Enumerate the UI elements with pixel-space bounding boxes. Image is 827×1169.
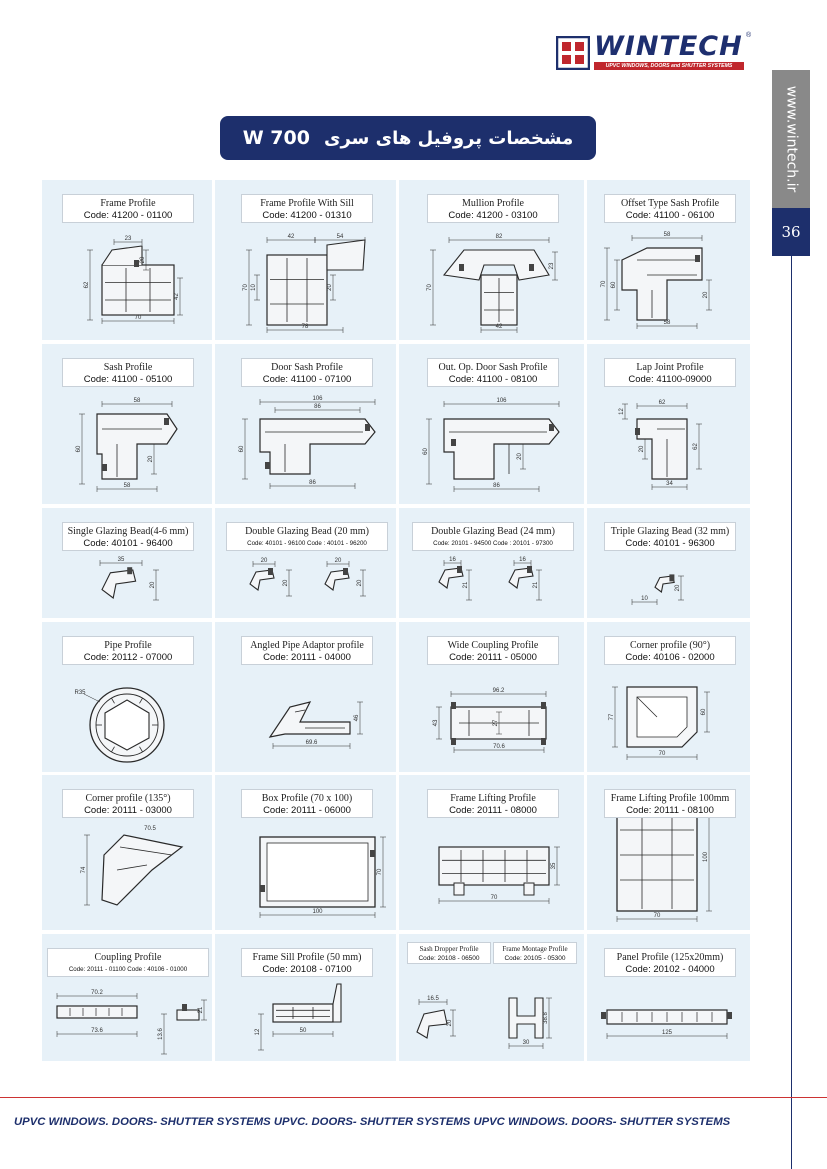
brand-name: WINTECH	[594, 31, 743, 62]
profile-body	[102, 265, 174, 315]
profile-cell	[587, 508, 750, 618]
profile-cell	[399, 775, 584, 930]
dimension-label: 106	[496, 398, 507, 404]
profiles-grid	[42, 180, 750, 1061]
profile-label	[427, 194, 559, 223]
dimension-label: 20	[140, 256, 146, 264]
dimension-label: 46	[354, 714, 360, 722]
profile-code: Code: 40101 - 96100 Code : 40101 - 96200	[247, 540, 367, 547]
gasket-mark	[260, 885, 265, 892]
dimension-label: 58	[663, 320, 671, 326]
profile-name: Frame Sill Profile (50 mm)	[252, 952, 362, 963]
gasket-mark	[541, 738, 546, 745]
dimension-label: 27	[493, 719, 499, 727]
profile-name: Frame Profile	[100, 198, 156, 209]
profile-code: Code: 20111 - 06000	[263, 805, 351, 816]
side-divider	[791, 256, 792, 1169]
dimension-label: 70	[243, 284, 249, 291]
dimension-label: 16	[519, 557, 526, 563]
dimension-label: 20	[148, 455, 154, 463]
profile-label	[427, 636, 559, 665]
profile-label	[62, 789, 194, 818]
profile-cell	[42, 180, 212, 340]
dimension-label: 69.6	[305, 740, 318, 746]
profile-name: Corner profile (135°)	[85, 793, 171, 804]
dimension-label: 70	[490, 895, 498, 901]
dimension-label: 21	[463, 581, 469, 589]
dimension-label: 21	[198, 1006, 204, 1014]
dimension-label: 16.5	[427, 996, 439, 1002]
dimension-label: 106	[312, 396, 323, 402]
profile-code: Code: 20111 - 08000	[449, 805, 537, 816]
profile-cell	[215, 622, 396, 772]
gasket-mark	[635, 428, 640, 435]
dimension-label: 58	[663, 232, 671, 238]
profile-code: Code: 20111 - 08100	[626, 805, 714, 816]
profile-label	[241, 194, 373, 223]
profile-label	[241, 636, 373, 665]
dimension-label: 20	[357, 579, 363, 587]
dimension-label: 70	[427, 284, 433, 291]
profile-label	[427, 789, 559, 818]
profile-name: Double Glazing Bead (20 mm)	[245, 526, 369, 537]
profile-cell	[399, 622, 584, 772]
logo-mark-icon	[556, 36, 590, 70]
profile-label	[241, 358, 373, 387]
profile-code: Code: 20111 - 04000	[263, 652, 351, 663]
dimension-label: 58	[123, 483, 131, 489]
profile-code: Code: 20108 - 07100	[262, 964, 352, 975]
dimension-label: 96.2	[492, 688, 505, 694]
profile-name: Pipe Profile	[104, 640, 152, 651]
dimension-label: 73.6	[91, 1028, 103, 1034]
gasket-mark	[727, 1012, 732, 1019]
profile-name: Single Glazing Bead(4-6 mm)	[67, 526, 189, 537]
dimension-label: 100	[312, 909, 323, 915]
dimension-label: 100	[703, 851, 709, 863]
dimension-label: 60	[239, 445, 245, 453]
page-number: 36	[772, 208, 810, 256]
profile-name: Frame Profile With Sill	[260, 198, 354, 209]
dimension-label: 20	[327, 284, 333, 291]
dimension-label: 82	[495, 234, 503, 240]
profile-cell	[215, 180, 396, 340]
gasket-mark	[459, 264, 464, 271]
dimension-label: 74	[81, 866, 87, 874]
dimension-label: 35	[551, 862, 557, 870]
profile-cell	[399, 508, 584, 618]
dimension-label: 42	[495, 324, 503, 330]
profile-name: Sash Profile	[103, 362, 153, 373]
profile-name: Frame Lifting Profile 100mm	[610, 793, 730, 804]
dimension-label: 12	[255, 1028, 261, 1036]
dimension-label: 60	[701, 708, 707, 716]
dimension-label: 86	[309, 480, 316, 486]
registered-mark: ®	[746, 32, 752, 39]
gasket-mark	[265, 462, 270, 469]
dimension-label: 20	[675, 584, 681, 592]
profile-label	[226, 522, 388, 551]
dimension-label: 20	[260, 558, 268, 564]
profile-cell	[42, 934, 212, 1061]
series-label: W 700	[242, 127, 310, 149]
profile-cell	[42, 344, 212, 504]
profile-code: Code: 41100 - 07100	[262, 374, 352, 385]
gasket-mark	[268, 568, 273, 575]
footer-divider	[0, 1097, 827, 1098]
dimension-label: 70.6	[493, 744, 505, 750]
profile-name: Coupling Profile	[94, 952, 162, 963]
profile-cell	[587, 622, 750, 772]
profile-code: Code: 20111 - 01100 Code : 40106 - 01000	[68, 966, 188, 973]
dimension-label: 10	[641, 596, 648, 602]
gasket-mark	[451, 738, 456, 745]
profile-cell	[42, 775, 212, 930]
dimension-label: 43	[433, 719, 439, 727]
profile-label	[62, 522, 194, 551]
dimension-label: 20	[639, 445, 645, 453]
gasket-mark	[451, 702, 456, 709]
profile-cell	[42, 508, 212, 618]
profile-label	[604, 948, 736, 977]
dimension-label: 70	[653, 913, 661, 919]
profile-code: Code: 40101 - 96400	[83, 538, 173, 549]
gasket-mark	[127, 567, 132, 574]
dimension-label: 58	[133, 398, 141, 404]
profile-name: Lap Joint Profile	[636, 362, 704, 373]
profile-code: Code: 20111 - 05000	[449, 652, 537, 663]
profile-label	[604, 522, 736, 551]
dimension-label: 23	[124, 236, 132, 242]
dimension-label: 70	[601, 280, 607, 288]
dimension-label: 86	[314, 404, 321, 410]
gasket-mark	[102, 464, 107, 471]
dimension-label: 20	[703, 291, 709, 299]
profile-name: Frame Lifting Profile	[450, 793, 536, 804]
profile-name: Panel Profile (125x20mm)	[616, 952, 724, 963]
profile-label	[241, 948, 373, 977]
profile-cell	[587, 775, 750, 930]
dimension-label: 70.2	[91, 990, 103, 996]
profile-label	[604, 358, 736, 387]
profile-cell	[399, 344, 584, 504]
brand-tagline: UPVC WINDOWS, DOORS and SHUTTER SYSTEMS	[594, 62, 744, 70]
dimension-label: 10	[251, 284, 257, 291]
dimension-label: 23	[549, 262, 555, 270]
dimension-label: 12	[619, 408, 625, 415]
profile-code: Code: 20105 - 05300	[504, 955, 566, 962]
gasket-mark	[695, 255, 700, 262]
dimension-label: 35	[117, 557, 125, 563]
dimension-label: 60	[76, 445, 82, 453]
profile-name: Angled Pipe Adaptor profile	[250, 640, 364, 651]
profile-label	[241, 789, 373, 818]
gasket-mark	[529, 264, 534, 271]
gasket-mark	[601, 1012, 606, 1019]
bead-shape	[102, 570, 136, 598]
profile-code: Code: 41100 - 06100	[625, 210, 715, 221]
gasket-mark	[527, 566, 532, 573]
profile-cell	[399, 180, 584, 340]
dimension-label: 13.6	[158, 1028, 164, 1040]
profile-code: Code: 20102 - 04000	[625, 964, 715, 975]
profile-code: Code: 41200 - 03100	[448, 210, 538, 221]
profile-label	[604, 194, 736, 223]
profile-body	[273, 1004, 333, 1022]
wintech-logo	[556, 32, 756, 74]
profile-name: Triple Glazing Bead (32 mm)	[610, 526, 730, 537]
profile-code: Code: 20112 - 07000	[83, 652, 173, 663]
profile-name: Out. Op. Door Sash Profile	[438, 362, 548, 373]
profile-cell	[587, 180, 750, 340]
profile-cell	[587, 934, 750, 1061]
profile-cell	[215, 344, 396, 504]
dimension-label: 38.8	[543, 1012, 549, 1024]
dimension-label: 20	[150, 581, 156, 589]
dimension-label: 42	[174, 293, 180, 300]
gasket-mark	[451, 439, 456, 446]
profile-cell	[215, 934, 396, 1061]
profile-label	[493, 942, 577, 964]
profile-label	[407, 942, 491, 964]
profile-code: Code: 41200 - 01310	[262, 210, 352, 221]
profile-name: Double Glazing Bead (24 mm)	[431, 526, 555, 537]
gasket-mark	[457, 566, 462, 573]
profile-name: Corner profile (90°)	[629, 640, 711, 651]
profile-body	[267, 255, 327, 325]
dimension-label: 60	[423, 448, 429, 455]
dimension-label: 20	[334, 558, 342, 564]
dimension-label: 60	[611, 281, 617, 289]
gasket-mark	[541, 702, 546, 709]
profile-code: Code: 20101 - 94500 Code : 20101 - 97300	[433, 540, 553, 547]
profile-code: Code: 20108 - 06500	[418, 955, 480, 962]
profile-code: Code: 41100 - 05100	[83, 374, 173, 385]
gasket-mark	[343, 568, 348, 575]
gasket-mark	[182, 1004, 187, 1011]
gasket-mark	[549, 424, 554, 431]
gasket-mark	[134, 260, 139, 267]
profile-name: Wide Coupling Profile	[447, 640, 539, 651]
dimension-label: 54	[336, 234, 344, 240]
dimension-label: 78	[301, 324, 309, 330]
profile-name: Box Profile (70 x 100)	[261, 793, 353, 804]
dimension-label: 30	[522, 1040, 530, 1046]
dimension-label: 62	[658, 400, 666, 406]
profile-name: Sash Dropper Profile	[419, 945, 479, 953]
dimension-label: 20	[517, 453, 523, 460]
gasket-mark	[669, 574, 674, 581]
profile-code: Code: 41100-09000	[628, 374, 712, 385]
profile-label	[604, 636, 736, 665]
title-persian: مشخصات پروفیل های سری	[323, 127, 574, 149]
dimension-label: 70	[134, 315, 142, 321]
profile-label	[47, 948, 209, 977]
dimension-label: 42	[287, 234, 295, 240]
profile-cell	[399, 934, 584, 1061]
profile-cell	[587, 344, 750, 504]
profile-cell	[215, 775, 396, 930]
profile-cell	[42, 622, 212, 772]
profile-code: Code: 41100 - 08100	[448, 374, 538, 385]
profile-name: Offset Type Sash Profile	[620, 198, 720, 209]
dimension-label: 62	[84, 281, 90, 289]
dimension-label: 16	[449, 557, 456, 563]
dimension-label: 70.5	[144, 826, 156, 832]
profile-code: Code: 40106 - 02000	[625, 652, 715, 663]
dimension-label: 86	[493, 483, 500, 489]
dimension-label: R35	[74, 690, 86, 696]
dimension-label: 125	[661, 1030, 673, 1036]
dimension-label: 70	[658, 751, 666, 757]
profile-label	[412, 522, 574, 551]
profile-name: Door Sash Profile	[271, 362, 343, 373]
dimension-label: 77	[609, 713, 615, 721]
profile-label	[62, 636, 194, 665]
gasket-mark	[365, 424, 370, 431]
page-title	[220, 116, 596, 160]
dimension-label: 62	[693, 443, 699, 450]
footer-text: UPVC WINDOWS. DOORS- SHUTTER SYSTEMS UPVC. DOORS- SHUTTER SYSTEMS UPVC WINDOWS. DOORS- SHUTTER SYSTEMS	[14, 1116, 731, 1128]
profile-code: Code: 20111 - 03000	[84, 805, 172, 816]
profile-label	[427, 358, 559, 387]
profile-name: Mullion Profile	[462, 198, 524, 209]
gasket-mark	[164, 418, 169, 425]
side-url[interactable]	[772, 70, 810, 208]
profile-code: Code: 40101 - 96300	[625, 538, 715, 549]
profile-name: Frame Montage Profile	[502, 945, 568, 953]
profile-label	[604, 789, 736, 818]
profile-cell	[215, 508, 396, 618]
profile-label	[62, 194, 194, 223]
profile-body	[439, 847, 549, 885]
dimension-label: 50	[299, 1028, 307, 1034]
gasket-mark	[370, 850, 375, 857]
dimension-label: 21	[533, 581, 539, 589]
side-url-text[interactable]: www.wintech.ir	[783, 85, 799, 193]
dimension-label: 34	[666, 481, 673, 487]
dimension-label: 70	[377, 868, 383, 876]
profile-code: Code: 41200 - 01100	[83, 210, 173, 221]
profile-label	[62, 358, 194, 387]
dimension-label: 20	[447, 1019, 453, 1027]
dimension-label: 20	[283, 579, 289, 587]
